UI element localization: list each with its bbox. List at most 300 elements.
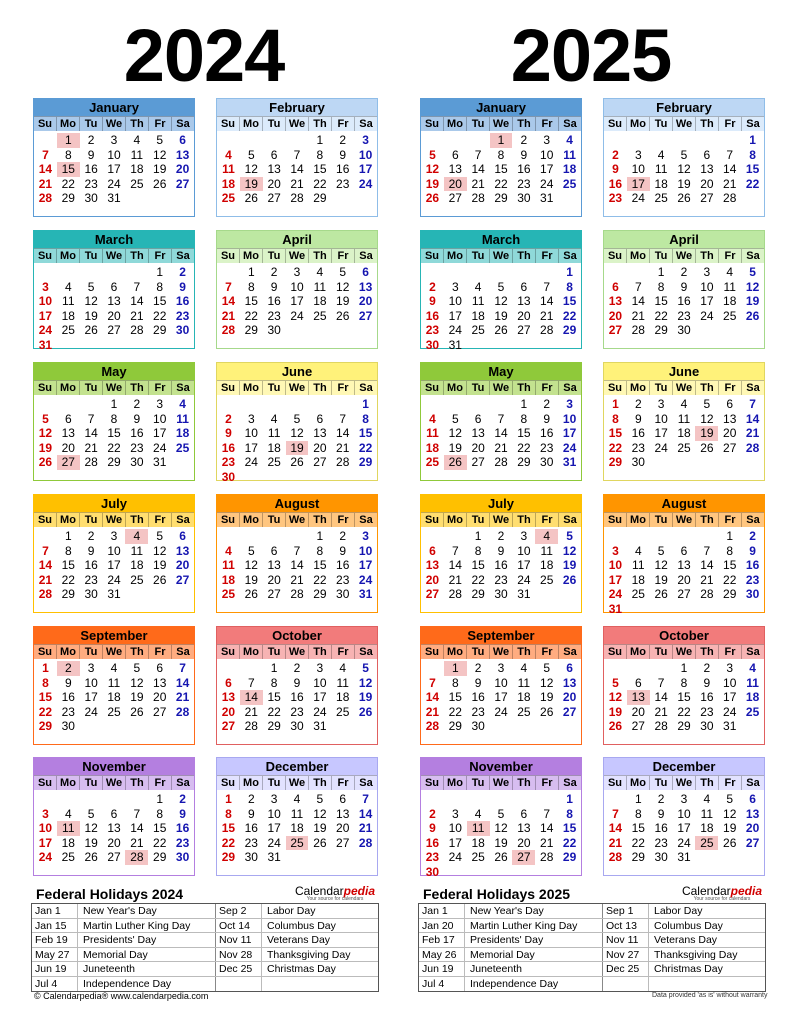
empty-day-cell [718,602,741,617]
day-cell: 26 [358,704,373,719]
day-cell: 27 [358,308,373,323]
weekday-label: Sa [176,382,190,394]
empty-day-cell [421,265,444,280]
weekday-label: Tu [467,776,490,790]
month-name: October [604,627,764,644]
day-cell: 14 [654,690,668,704]
day-cell: 18 [221,176,236,191]
weekday-header [34,644,194,659]
day-cell: 9 [497,543,505,558]
day-cell: 23 [654,835,668,850]
day-cell: 20 [471,440,485,455]
empty-day-cell [308,323,331,338]
day-cell: 16 [700,690,714,704]
empty-day-cell [627,529,650,544]
weekday-label: Su [604,776,627,790]
week-row [421,865,581,880]
month-name: June [604,363,764,380]
day-cell: 24 [700,308,714,323]
day-cell: 28 [654,719,668,733]
day-cell: 31 [358,587,373,601]
day-cell: 20 [153,690,167,704]
week-row [217,309,377,324]
day-cell: 22 [244,308,258,323]
month-name: December [217,758,377,775]
day-cell: 5 [429,147,436,162]
day-cell: 11 [517,675,531,690]
day-cell: 21 [723,176,737,191]
empty-day-cell [467,397,490,412]
weekday-label: Th [513,645,536,659]
day-cell: 21 [540,835,554,850]
weekday-header [217,512,377,527]
day-cell: 7 [429,675,436,690]
day-cell: 30 [494,587,508,601]
holiday-day-cell: 27 [512,850,535,865]
week-row [604,148,764,163]
day-cell: 6 [612,279,619,294]
day-cell: 3 [156,397,164,411]
empty-day-cell [34,133,57,148]
day-cell: 2 [429,279,436,294]
day-cell: 11 [290,806,304,821]
day-cell: 15 [517,426,531,440]
day-cell: 25 [745,704,760,719]
day-cell: 21 [631,308,645,323]
day-cell: 17 [448,308,462,323]
weekday-label: Tu [263,776,286,790]
holiday-day-cell: 17 [627,177,650,192]
day-cell: 1 [156,792,164,806]
week-row [421,177,581,192]
day-cell: 30 [654,850,668,864]
day-cell: 24 [517,572,531,587]
day-cell: 30 [84,191,98,205]
day-cell: 12 [153,543,167,558]
holiday-name: Veterans Day [267,934,331,946]
day-cell: 20 [631,704,645,719]
weekday-label: We [490,513,513,527]
day-cell: 29 [267,719,281,733]
empty-day-cell [354,470,377,485]
day-cell: 23 [336,572,350,587]
day-cell: 20 [608,308,623,323]
weekday-label: Su [34,117,57,131]
empty-day-cell [217,133,240,148]
week-row [217,807,377,822]
week-row [421,455,581,470]
day-cell: 8 [474,543,482,558]
weekday-label: We [490,117,513,131]
holiday-day-cell: 19 [240,177,263,192]
day-cell: 4 [179,397,186,411]
weekday-label: Su [421,381,444,395]
day-cell: 8 [680,675,688,690]
day-cell: 24 [608,587,623,601]
calendarpedia-logo: Calendarpedia Your source for calendars [294,884,376,902]
holiday-day-cell: 25 [286,836,309,851]
day-cell: 22 [61,176,75,191]
day-cell: 21 [130,835,144,850]
holiday-row [419,962,765,977]
day-cell: 12 [562,543,577,558]
day-cell: 28 [358,835,373,850]
day-cell: 26 [244,191,258,205]
day-cell: 18 [313,294,327,308]
day-cell: 12 [244,558,258,572]
day-cell: 9 [87,543,95,558]
weekday-label: Mo [240,381,263,395]
holiday-date: Jul 4 [419,977,465,992]
day-cell: 7 [42,147,49,162]
week-row [421,558,581,573]
week-row [421,323,581,338]
week-row [604,191,764,206]
day-cell: 17 [448,835,462,850]
empty-day-cell [421,133,444,148]
day-cell: 26 [425,191,440,205]
week-row [421,661,581,676]
weekday-header [604,248,764,263]
week-row [604,836,764,851]
empty-day-cell [331,850,354,865]
month-october-2025 [603,626,765,745]
day-cell: 22 [267,704,281,719]
empty-day-cell [125,191,148,206]
day-cell: 13 [358,279,373,294]
weekday-label: We [103,776,126,790]
day-cell: 15 [723,558,737,572]
weekday-label: Fr [536,381,559,395]
day-cell: 20 [175,558,190,572]
weekday-label: We [286,117,309,131]
empty-day-cell [57,338,80,353]
day-cell: 15 [745,162,760,176]
weekday-label: Fr [719,645,742,659]
week-row [34,162,194,177]
week-row [217,148,377,163]
day-cell: 2 [474,661,482,675]
day-cell: 29 [723,587,737,601]
week-row [217,412,377,427]
week-row [604,162,764,177]
weekday-label: Sa [359,382,373,394]
weekday-label: Mo [627,776,650,790]
week-row [421,850,581,865]
day-cell: 6 [680,543,688,558]
day-cell: 8 [270,675,278,690]
holiday-date: Jan 15 [32,919,78,933]
day-cell: 9 [680,279,688,294]
month-march-2025 [420,230,582,352]
day-cell: 30 [130,455,144,469]
day-cell: 15 [471,558,485,572]
weekday-label: Th [513,249,536,263]
day-cell: 3 [42,279,49,294]
day-cell: 13 [107,821,121,835]
day-cell: 20 [677,572,691,587]
day-cell: 20 [700,176,714,191]
empty-day-cell [490,338,513,353]
holiday-row [32,904,378,919]
day-cell: 23 [336,176,350,191]
day-cell: 3 [726,661,734,675]
empty-day-cell [103,792,126,807]
day-cell: 6 [110,279,118,294]
day-cell: 29 [631,850,645,864]
day-cell: 29 [153,323,167,337]
weekday-label: Fr [149,776,172,790]
day-cell: 25 [631,587,645,601]
day-cell: 2 [520,133,528,147]
weekday-label: Tu [80,381,103,395]
empty-day-cell [604,265,627,280]
day-cell: 16 [425,835,440,850]
day-cell: 16 [608,176,623,191]
day-cell: 31 [540,191,554,205]
month-name: September [421,627,581,644]
day-cell: 22 [313,176,327,191]
weekday-label: Sa [563,250,577,262]
week-row [217,836,377,851]
day-cell: 20 [517,308,531,323]
weekday-label: Th [309,117,332,131]
day-cell: 8 [42,675,49,690]
weekday-label: Su [604,117,627,131]
week-row [217,690,377,705]
weekday-label: Mo [57,381,80,395]
day-cell: 30 [677,323,691,337]
day-cell: 15 [631,821,645,835]
weekday-label: Sa [563,514,577,526]
day-cell: 17 [562,426,577,440]
day-cell: 16 [130,426,144,440]
week-row [421,719,581,734]
empty-day-cell [650,661,673,676]
day-cell: 30 [221,469,236,484]
holiday-row [32,919,378,934]
empty-day-cell [171,455,194,470]
day-cell: 18 [130,162,144,176]
day-cell: 13 [267,162,281,176]
empty-day-cell [34,397,57,412]
week-row [34,412,194,427]
week-row [604,850,764,865]
day-cell: 23 [517,176,531,191]
day-cell: 27 [107,850,121,864]
day-cell: 2 [179,265,186,279]
holiday-date: Jan 20 [419,919,465,933]
day-cell: 23 [677,308,691,323]
day-cell: 5 [543,661,551,675]
weekday-label: Tu [263,381,286,395]
day-cell: 18 [175,426,190,440]
day-cell: 26 [336,308,350,323]
day-cell: 12 [84,821,98,835]
empty-day-cell [125,338,148,353]
day-cell: 2 [634,397,642,411]
week-row [34,133,194,148]
empty-day-cell [718,455,741,470]
empty-day-cell [604,792,627,807]
day-cell: 10 [631,162,645,176]
empty-day-cell [650,455,673,470]
week-row [217,705,377,720]
week-row [604,676,764,691]
empty-day-cell [444,529,467,544]
day-cell: 17 [38,308,53,323]
day-cell: 30 [84,587,98,601]
day-cell: 26 [540,704,554,719]
day-cell: 10 [358,543,373,558]
holiday-name: Columbus Day [267,919,336,932]
day-cell: 20 [336,821,350,835]
day-cell: 27 [175,572,190,587]
day-cell: 15 [38,690,53,704]
empty-day-cell [512,719,535,734]
day-cell: 8 [64,147,72,162]
day-cell: 19 [723,821,737,835]
day-cell: 25 [471,850,485,864]
day-cell: 4 [270,411,278,426]
day-cell: 7 [179,661,186,675]
week-row [217,661,377,676]
day-cell: 3 [42,806,49,821]
holiday-day-cell: 27 [57,455,80,470]
day-cell: 1 [64,529,72,543]
day-cell: 8 [612,411,619,426]
day-cell: 1 [362,397,369,411]
week-row [34,792,194,807]
day-cell: 13 [471,426,485,440]
holiday-name: Christmas Day [267,963,336,975]
day-cell: 29 [471,587,485,601]
weekday-label: Fr [719,381,742,395]
weekday-label: Fr [536,249,559,263]
day-cell: 3 [316,661,324,675]
weekday-label: We [490,776,513,790]
day-cell: 16 [471,690,485,704]
weekday-label: Sa [746,514,760,526]
day-cell: 1 [749,133,756,147]
holiday-row [419,977,765,992]
day-cell: 14 [700,558,714,572]
weekday-label: Th [696,249,719,263]
day-cell: 21 [700,572,714,587]
weekday-label: Fr [719,117,742,131]
day-cell: 18 [290,821,304,835]
empty-day-cell [80,265,103,280]
day-cell: 4 [225,543,232,558]
day-cell: 20 [745,821,760,835]
week-row [421,338,581,353]
day-cell: 6 [520,806,528,821]
day-cell: 8 [566,806,573,821]
day-cell: 21 [336,440,350,455]
holiday-day-cell: 11 [57,821,80,836]
empty-day-cell [673,529,696,544]
holiday-name: Martin Luther King Day [465,919,603,933]
day-cell: 23 [267,308,281,323]
week-row [34,587,194,602]
day-cell: 9 [64,675,72,690]
week-row [217,529,377,544]
empty-day-cell [240,397,263,412]
day-cell: 7 [543,806,551,821]
day-cell: 22 [153,308,167,323]
day-cell: 26 [290,455,304,469]
week-row [421,807,581,822]
holiday-name: Veterans Day [654,934,718,946]
week-row [34,850,194,865]
day-cell: 13 [313,426,327,440]
day-cell: 8 [566,279,573,294]
weekday-label: Th [309,513,332,527]
day-cell: 1 [566,265,573,279]
empty-day-cell [354,191,377,206]
day-cell: 16 [631,426,645,440]
day-cell: 19 [130,690,144,704]
month-september-2024 [33,626,195,745]
day-cell: 10 [608,558,623,572]
day-cell: 31 [517,587,531,601]
week-row [34,807,194,822]
weekday-label: Mo [57,117,80,131]
week-row [421,148,581,163]
day-cell: 16 [84,162,98,176]
week-row [217,470,377,485]
weekday-label: Tu [80,513,103,527]
holiday-date: Jan 1 [419,904,465,918]
day-cell: 5 [42,411,49,426]
day-cell: 23 [700,704,714,719]
day-cell: 15 [654,294,668,308]
weekday-label: Sa [359,118,373,130]
day-cell: 15 [677,690,691,704]
day-cell: 14 [130,821,144,835]
month-august-2024 [216,494,378,613]
day-cell: 14 [336,426,350,440]
week-row [34,573,194,588]
day-cell: 9 [703,675,711,690]
day-cell: 14 [290,162,304,176]
weekday-label: Tu [650,381,673,395]
holiday-date: Dec 25 [216,962,262,976]
day-cell: 22 [313,572,327,587]
empty-day-cell [627,661,650,676]
holiday-day-cell: 13 [627,690,650,705]
empty-day-cell [604,133,627,148]
day-cell: 9 [87,147,95,162]
week-row [604,323,764,338]
week-row [217,676,377,691]
day-cell: 9 [293,675,301,690]
week-row [34,529,194,544]
month-january-2025 [420,98,582,217]
day-cell: 12 [130,675,144,690]
weekday-label: Th [309,381,332,395]
month-november-2025 [420,757,582,879]
holiday-date: Nov 27 [603,948,649,962]
day-cell: 4 [64,806,72,821]
weekday-label: Su [604,513,627,527]
weekday-label: Mo [627,381,650,395]
week-row [604,426,764,441]
holiday-day-cell: 11 [467,821,490,836]
holiday-date [603,977,649,992]
day-cell: 12 [448,426,462,440]
empty-day-cell [240,529,263,544]
